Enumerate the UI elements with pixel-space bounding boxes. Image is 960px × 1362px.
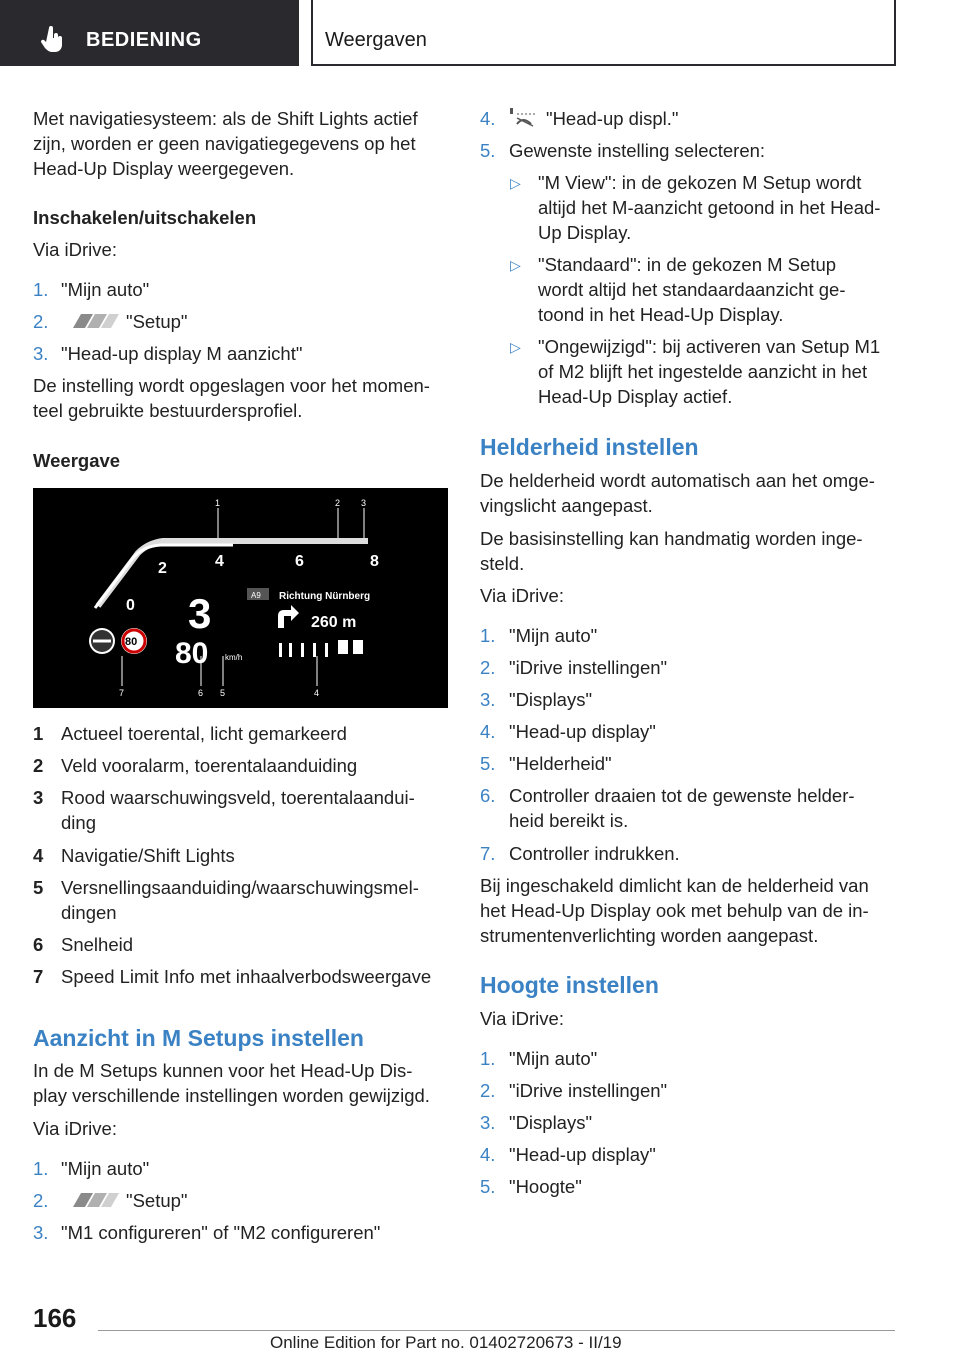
msetups-line-2: play verschillende instellingen worden gewijzigd.: [33, 1085, 430, 1106]
step-text: "Displays": [509, 689, 593, 710]
step-text: "Displays": [509, 1112, 593, 1133]
dim-line-1: Bij ingeschakeld dimlicht kan de helderheid van: [480, 875, 869, 896]
step-text: "Setup": [126, 1190, 188, 1211]
legend-text: Versnellingsaanduiding/waarschuwingsmel-: [61, 877, 419, 898]
step-number: 2.: [33, 311, 49, 332]
rpm-2: 2: [158, 560, 167, 577]
footer-divider: [98, 1330, 895, 1331]
step-number: 5.: [480, 753, 496, 774]
brightness-line-2: vingslicht aangepast.: [480, 495, 653, 516]
hud-display-image: [33, 488, 448, 708]
brightness-line-1: De helderheid wordt automatisch aan het omge-: [480, 470, 875, 491]
via-idrive-2: Via iDrive:: [33, 1118, 117, 1139]
step-text: "Head-up display M aanzicht": [61, 343, 303, 364]
step-number: 1.: [480, 625, 496, 646]
brightness-heading: Helderheid instellen: [480, 434, 699, 460]
legend-number: 3: [33, 787, 44, 808]
via-idrive-1: Via iDrive:: [33, 239, 117, 260]
step-text: "Hoogte": [509, 1176, 582, 1197]
rpm-8: 8: [370, 553, 379, 570]
msetups-heading: Aanzicht in M Setups instellen: [33, 1025, 364, 1051]
step-number: 2.: [480, 1080, 496, 1101]
option-text: toond in het Head-Up Display.: [538, 304, 784, 325]
bullet-triangle-icon: ▷: [510, 339, 521, 355]
step-number: 1.: [33, 1158, 49, 1179]
option-text: Up Display.: [538, 222, 632, 243]
step-number: 2.: [480, 657, 496, 678]
hand-pointer-icon: [40, 26, 66, 54]
step-number: 3.: [480, 1112, 496, 1133]
option-text: Head-Up Display actief.: [538, 386, 733, 407]
legend-text: Actueel toerental, licht gemarkeerd: [61, 723, 347, 744]
option-text: "Standaard": in de gekozen M Setup: [538, 254, 837, 275]
rpm-6: 6: [295, 553, 304, 570]
head-up-display-icon: [509, 106, 537, 128]
step-number: 5.: [480, 140, 496, 161]
step-number: 3.: [480, 689, 496, 710]
step-text: "iDrive instellingen": [509, 657, 668, 678]
chapter-title: Weergaven: [325, 29, 427, 51]
dim-line-2: het Head-Up Display ook met behulp van de in-: [480, 900, 869, 921]
option-text: altijd het M-aanzicht getoond in het Head-: [538, 197, 881, 218]
callout-top-1: 1: [215, 498, 221, 508]
legend-text: Veld vooralarm, toerentalaanduiding: [61, 755, 358, 776]
saved-line-1: De instelling wordt opgeslagen voor het momen-: [33, 375, 430, 396]
m-setup-icon: [63, 313, 119, 329]
step-text: heid bereikt is.: [509, 810, 629, 831]
step-text: "Head-up displ.": [546, 108, 679, 129]
display-heading: Weergave: [33, 450, 121, 471]
step-text: "Setup": [126, 311, 188, 332]
rpm-0: 0: [126, 597, 135, 614]
nav-distance: 260 m: [311, 614, 357, 631]
via-idrive-4: Via iDrive:: [480, 1008, 564, 1029]
gear-indicator: 3: [188, 590, 212, 637]
step-text: "M1 configureren" of "M2 configureren": [61, 1222, 381, 1243]
section-title: BEDIENING: [86, 29, 202, 51]
height-heading: Hoogte instellen: [480, 972, 659, 998]
step-text: "iDrive instellingen": [509, 1080, 668, 1101]
option-text: "Ongewijzigd": bij activeren van Setup M1: [538, 336, 881, 357]
step-number: 3.: [33, 1222, 49, 1243]
step-number: 1.: [33, 279, 49, 300]
legend-text: Navigatie/Shift Lights: [61, 845, 235, 866]
step-text: "Mijn auto": [61, 1158, 150, 1179]
step-number: 5.: [480, 1176, 496, 1197]
step-number: 3.: [33, 343, 49, 364]
step-text: Controller indrukken.: [509, 843, 680, 864]
brightness-line-3: De basisinstelling kan handmatig worden inge-: [480, 528, 863, 549]
option-text: "M View": in de gekozen M Setup wordt: [538, 172, 862, 193]
step-number: 1.: [480, 1048, 496, 1069]
rpm-4: 4: [215, 553, 224, 570]
speed-limit-value: 80: [125, 636, 138, 648]
legend-number: 6: [33, 934, 44, 955]
step-number: 6.: [480, 785, 496, 806]
option-text: wordt altijd het standaardaanzicht ge-: [538, 279, 846, 300]
step-number: 4.: [480, 108, 496, 129]
legend-number: 5: [33, 877, 44, 898]
step-text: "Helderheid": [509, 753, 612, 774]
via-idrive-3: Via iDrive:: [480, 585, 564, 606]
legend-text: ding: [61, 812, 96, 833]
callout-top-2: 2: [335, 498, 341, 508]
step-text: "Mijn auto": [509, 625, 598, 646]
speed-value: 80: [175, 637, 209, 670]
legend-text: Speed Limit Info met inhaalverbodsweergave: [61, 966, 432, 987]
step-number: 4.: [480, 721, 496, 742]
step-text: Gewenste instelling selecteren:: [509, 140, 766, 161]
step-number: 7.: [480, 843, 496, 864]
legend-number: 2: [33, 755, 44, 776]
callout-bottom-5: 5: [220, 688, 226, 698]
saved-line-2: teel gebruikte bestuurdersprofiel.: [33, 400, 303, 421]
dim-line-3: strumentenverlichting worden aangepast.: [480, 925, 819, 946]
option-text: of M2 blijft het ingestelde aanzicht in het: [538, 361, 868, 382]
bullet-triangle-icon: ▷: [510, 257, 521, 273]
step-text: Controller draaien tot de gewenste helder-: [509, 785, 855, 806]
callout-bottom-6: 6: [198, 688, 204, 698]
legend-number: 7: [33, 966, 44, 987]
header-section-tab: [0, 0, 299, 66]
legend-number: 4: [33, 845, 44, 866]
legend-number: 1: [33, 723, 44, 744]
callout-bottom-4: 4: [314, 688, 320, 698]
on-off-heading: Inschakelen/uitschakelen: [33, 207, 257, 228]
step-number: 4.: [480, 1144, 496, 1165]
intro-line-3: Head-Up Display weergegeven.: [33, 158, 295, 179]
step-text: "Mijn auto": [509, 1048, 598, 1069]
legend-text: dingen: [61, 902, 117, 923]
step-text: "Head-up display": [509, 721, 656, 742]
brightness-line-4: steld.: [480, 553, 525, 574]
callout-bottom-7: 7: [119, 688, 125, 698]
edition-note: Online Edition for Part no. 01402720673 - II/19: [270, 1333, 622, 1352]
msetups-line-1: In de M Setups kunnen voor het Head-Up Dis-: [33, 1060, 413, 1081]
road-badge: A9: [251, 591, 261, 600]
speed-unit: km/h: [225, 653, 243, 662]
bullet-triangle-icon: ▷: [510, 175, 521, 191]
step-text: "Head-up display": [509, 1144, 656, 1165]
m-setup-icon: [63, 1192, 119, 1208]
step-text: "Mijn auto": [61, 279, 150, 300]
step-number: 2.: [33, 1190, 49, 1211]
intro-line-1: Met navigatiesysteem: als de Shift Lights actief: [33, 108, 418, 129]
intro-line-2: zijn, worden er geen navigatiegegevens op het: [33, 133, 416, 154]
page-number: 166: [33, 1303, 77, 1333]
callout-top-3: 3: [361, 498, 367, 508]
legend-text: Rood waarschuwingsveld, toerentalaandui-: [61, 787, 415, 808]
route-name: Richtung Nürnberg: [279, 591, 371, 602]
legend-text: Snelheid: [61, 934, 134, 955]
